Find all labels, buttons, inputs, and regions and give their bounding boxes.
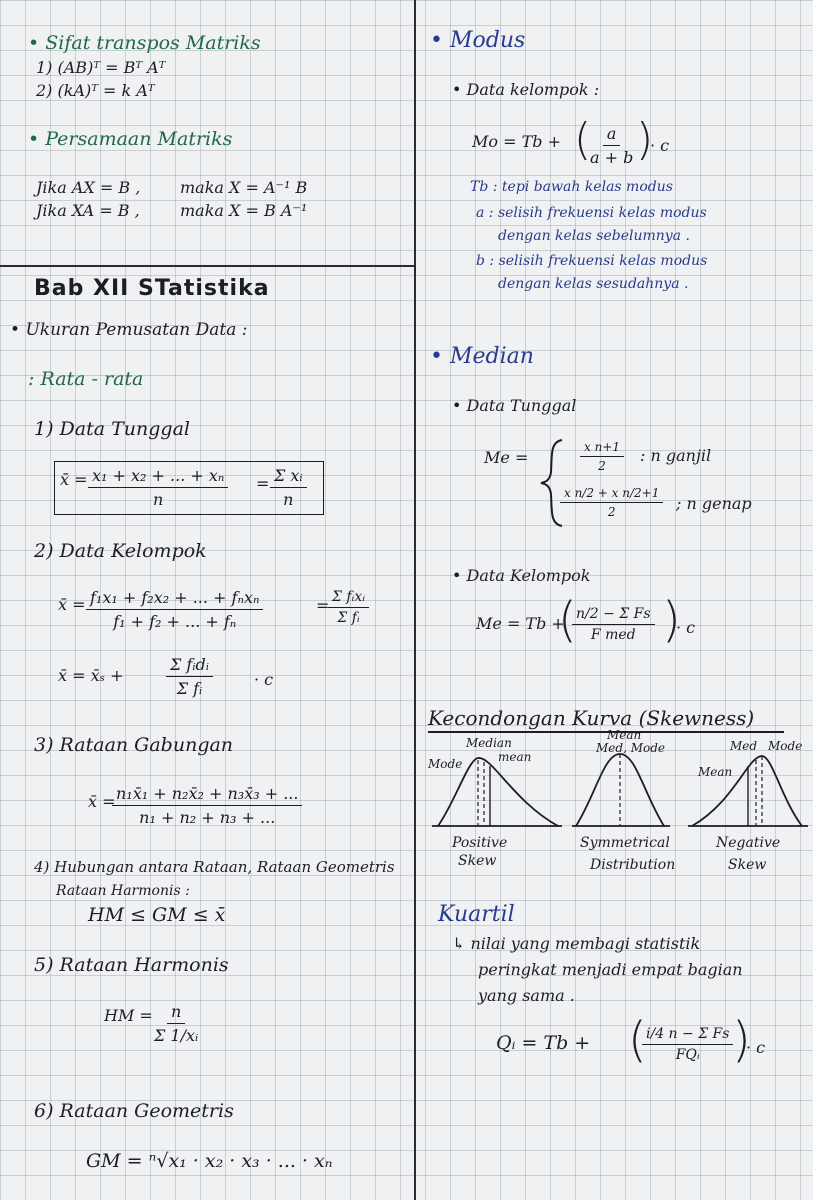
median-sub-2: • Data Kelompok: [452, 566, 591, 585]
kuartil-lhs: Qᵢ = Tb +: [496, 1032, 591, 1054]
pos-median-label: Median: [466, 736, 512, 750]
kelompok-eq: =: [316, 596, 330, 615]
sym-caption-1: Symmetrical: [580, 835, 670, 851]
median-case2-condition: ; n genap: [676, 494, 752, 513]
modus-def-1: Tb : tepi bawah kelas modus: [470, 179, 673, 195]
kelompok-lhs-2: x̄ = x̄ₛ +: [58, 666, 124, 685]
modus-paren-left: (: [574, 114, 592, 165]
geometris-label: 6) Rataan Geometris: [34, 1100, 234, 1122]
chapter-title: Bab XII STatistika: [34, 276, 270, 301]
kelompok-denominator-2: Σ fᵢ: [337, 610, 360, 626]
neg-mean-label: Mean: [698, 765, 733, 779]
pos-caption-2: Skew: [458, 853, 497, 869]
median-case1-fraction: [580, 440, 624, 473]
skew-heading: Kecondongan Kurva (Skewness): [428, 706, 755, 730]
median-tail: · c: [676, 618, 696, 637]
median-sub-1: • Data Tunggal: [452, 396, 577, 415]
kelompok-lhs: x̄ =: [58, 595, 86, 614]
ratarata-heading: : Rata - rata: [28, 368, 144, 390]
persamaan-row2-right: maka X = B A⁻¹: [180, 201, 308, 220]
persamaan-row1-left: Jika AX = B ,: [36, 178, 141, 197]
kuartil-fraction: [642, 1026, 733, 1063]
skew-heading-underline: [428, 731, 784, 733]
kelompok-denominator: f₁ + f₂ + ... + fₙ: [113, 612, 237, 631]
median-case1-denominator: 2: [598, 459, 606, 473]
median-numerator-2: n/2 − Σ Fs: [572, 606, 655, 625]
gabungan-label: 3) Rataan Gabungan: [34, 734, 234, 756]
kelompok-numerator: f₁x₁ + f₂x₂ + ... + fₙxₙ: [86, 588, 263, 610]
transpose-rule-1: 1) (AB)ᵀ = Bᵀ Aᵀ: [36, 58, 166, 77]
kuartil-denominator: FQᵢ: [675, 1047, 700, 1063]
median-lhs: Me =: [484, 448, 529, 467]
pos-mean-label: mean: [498, 750, 532, 764]
median-lhs-2: Me = Tb +: [476, 614, 565, 633]
median-paren-left: (: [558, 592, 577, 648]
harmonis-fraction: [150, 1002, 202, 1045]
kelompok-denominator-3: Σ fᵢ: [176, 679, 203, 698]
modus-tail: · c: [650, 136, 670, 155]
modus-sub: • Data kelompok :: [452, 80, 600, 99]
kelompok-fraction-3: [166, 655, 213, 698]
tunggal-numerator: x₁ + x₂ + ... + xₙ: [88, 466, 228, 488]
tunggal-label: 1) Data Tunggal: [34, 418, 190, 440]
gabungan-fraction: [112, 784, 302, 827]
symmetrical-curve: [572, 754, 670, 826]
gabungan-lhs: x̄ =: [88, 792, 116, 811]
modus-paren-right: ): [636, 114, 654, 165]
modus-lhs: Mo = Tb +: [472, 132, 561, 151]
modus-def-3: dengan kelas sebelumnya .: [498, 228, 690, 244]
tunggal-eq: =: [256, 474, 270, 493]
persamaan-row1-right: maka X = A⁻¹ B: [180, 178, 308, 197]
kuartil-heading: Kuartil: [438, 902, 515, 927]
tunggal-fraction-2: [270, 466, 307, 509]
median-case2-denominator: 2: [607, 505, 616, 519]
sym-med-mode-label: Med, Mode: [596, 741, 665, 755]
tunggal-lhs: x̄ =: [60, 470, 88, 489]
kuartil-paren-right: ): [732, 1012, 751, 1068]
median-heading: • Median: [430, 344, 534, 369]
kuartil-tail: · c: [746, 1038, 766, 1057]
hubungan-label-2: Rataan Harmonis :: [56, 883, 190, 899]
neg-mode-label: Mode: [768, 739, 803, 753]
ukuran-heading: • Ukuran Pemusatan Data :: [10, 320, 248, 340]
tunggal-fraction: [88, 466, 228, 509]
kuartil-def-1: ↳ nilai yang membagi statistik: [452, 934, 701, 953]
neg-med-label: Med: [730, 739, 758, 753]
median-denominator-2: F med: [590, 627, 636, 643]
median-case1-numerator: x n+1: [580, 440, 624, 457]
gabungan-numerator: n₁x̄₁ + n₂x̄₂ + n₃x̄₃ + ...: [112, 784, 302, 806]
kelompok-fraction-2: [328, 589, 369, 626]
median-case2-numerator: x n/2 + x n/2+1: [560, 486, 663, 503]
hubungan-label-1: 4) Hubungan antara Rataan, Rataan Geometris: [34, 858, 395, 876]
tunggal-numerator-2: Σ xᵢ: [270, 466, 307, 488]
modus-def-4: b : selisih frekuensi kelas modus: [476, 253, 708, 269]
persamaan-row2-left: Jika XA = B ,: [36, 201, 140, 220]
column-divider: [414, 0, 416, 1200]
median-paren-right: ): [662, 592, 681, 648]
hubungan-formula: HM ≤ GM ≤ x̄: [88, 904, 226, 926]
pos-mode-label: Mode: [428, 757, 463, 771]
sym-mean-label: Mean: [607, 728, 642, 742]
kuartil-numerator: i/4 n − Σ Fs: [642, 1026, 733, 1045]
median-case2-fraction: [560, 486, 663, 519]
modus-heading: • Modus: [430, 28, 526, 53]
modus-def-2: a : selisih frekuensi kelas modus: [476, 205, 707, 221]
transpose-rule-2: 2) (kA)ᵀ = k Aᵀ: [36, 81, 155, 100]
section-divider: [0, 265, 414, 267]
gabungan-denominator: n₁ + n₂ + n₃ + ...: [139, 808, 276, 827]
kuartil-def-2: peringkat menjadi empat bagian: [478, 960, 743, 979]
kelompok-tail: · c: [254, 670, 274, 689]
kelompok-numerator-2: Σ fᵢxᵢ: [328, 589, 369, 608]
transpose-heading: • Sifat transpos Matriks: [28, 32, 261, 54]
tunggal-denominator-2: n: [283, 490, 294, 509]
kuartil-def-3: yang sama .: [478, 986, 575, 1005]
persamaan-heading: • Persamaan Matriks: [28, 128, 233, 150]
harmonis-denominator: Σ 1/xᵢ: [154, 1026, 199, 1045]
median-fraction-2: [572, 606, 655, 643]
neg-caption-2: Skew: [728, 857, 767, 873]
kelompok-numerator-3: Σ fᵢdᵢ: [166, 655, 213, 677]
kuartil-paren-left: (: [628, 1012, 647, 1068]
median-case1-condition: : n ganjil: [640, 446, 712, 465]
harmonis-lhs: HM =: [104, 1006, 153, 1025]
geometris-formula: GM = ⁿ√x₁ · x₂ · x₃ · ... · xₙ: [86, 1150, 333, 1172]
modus-def-5: dengan kelas sesudahnya .: [498, 276, 689, 292]
tunggal-denominator: n: [153, 490, 164, 509]
harmonis-label: 5) Rataan Harmonis: [34, 954, 229, 976]
neg-caption-1: Negative: [716, 835, 781, 851]
pos-caption-1: Positive: [452, 835, 508, 851]
modus-denominator: a + b: [590, 148, 634, 167]
sym-caption-2: Distribution: [590, 857, 676, 873]
modus-numerator: a: [603, 124, 621, 146]
kelompok-label: 2) Data Kelompok: [34, 540, 207, 562]
skew-curves: [430, 740, 810, 840]
harmonis-numerator: n: [167, 1002, 185, 1024]
modus-fraction: [586, 124, 637, 167]
kelompok-fraction: [86, 588, 263, 631]
